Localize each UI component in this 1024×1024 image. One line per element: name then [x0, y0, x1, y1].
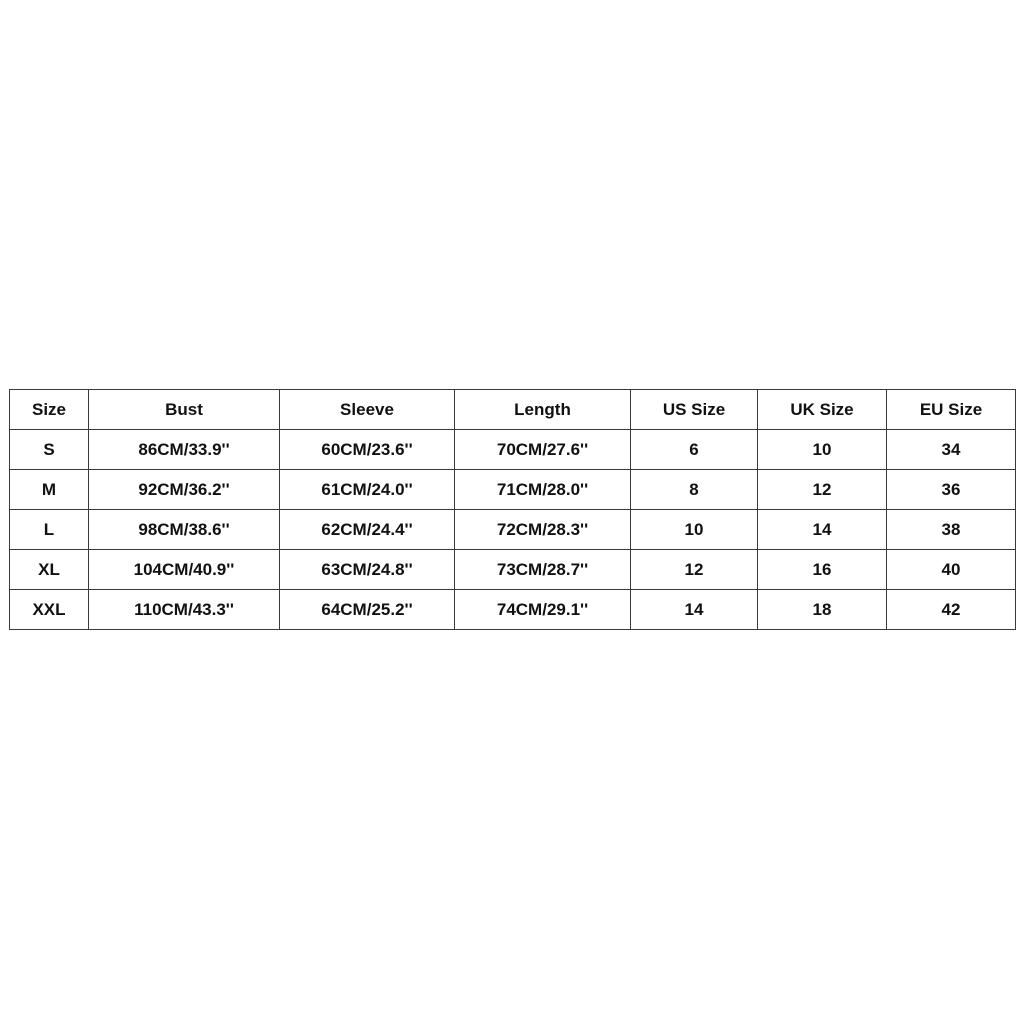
table-row	[10, 510, 1016, 550]
cell-sleeve: 63CM/24.8''	[280, 550, 455, 590]
table-row	[10, 430, 1016, 470]
cell-us-size: 6	[631, 430, 758, 470]
cell-uk-size: 12	[758, 470, 887, 510]
header-size: Size	[10, 390, 89, 430]
cell-sleeve: 62CM/24.4''	[280, 510, 455, 550]
cell-size: XXL	[10, 590, 89, 630]
cell-uk-size: 18	[758, 590, 887, 630]
cell-eu-size: 40	[887, 550, 1016, 590]
cell-bust: 92CM/36.2''	[89, 470, 280, 510]
header-eu-size: EU Size	[887, 390, 1016, 430]
cell-sleeve: 61CM/24.0''	[280, 470, 455, 510]
header-uk-size: UK Size	[758, 390, 887, 430]
cell-eu-size: 36	[887, 470, 1016, 510]
cell-us-size: 10	[631, 510, 758, 550]
header-bust: Bust	[89, 390, 280, 430]
cell-us-size: 12	[631, 550, 758, 590]
cell-us-size: 14	[631, 590, 758, 630]
cell-size: XL	[10, 550, 89, 590]
cell-length: 71CM/28.0''	[455, 470, 631, 510]
cell-uk-size: 16	[758, 550, 887, 590]
cell-bust: 86CM/33.9''	[89, 430, 280, 470]
table-row	[10, 550, 1016, 590]
cell-length: 74CM/29.1''	[455, 590, 631, 630]
cell-length: 70CM/27.6''	[455, 430, 631, 470]
cell-uk-size: 14	[758, 510, 887, 550]
header-sleeve: Sleeve	[280, 390, 455, 430]
cell-bust: 110CM/43.3''	[89, 590, 280, 630]
header-us-size: US Size	[631, 390, 758, 430]
table-row	[10, 470, 1016, 510]
cell-us-size: 8	[631, 470, 758, 510]
cell-sleeve: 60CM/23.6''	[280, 430, 455, 470]
cell-bust: 104CM/40.9''	[89, 550, 280, 590]
cell-eu-size: 34	[887, 430, 1016, 470]
cell-size: S	[10, 430, 89, 470]
cell-size: M	[10, 470, 89, 510]
cell-length: 72CM/28.3''	[455, 510, 631, 550]
cell-uk-size: 10	[758, 430, 887, 470]
cell-bust: 98CM/38.6''	[89, 510, 280, 550]
cell-eu-size: 38	[887, 510, 1016, 550]
cell-size: L	[10, 510, 89, 550]
cell-length: 73CM/28.7''	[455, 550, 631, 590]
cell-sleeve: 64CM/25.2''	[280, 590, 455, 630]
table-header-row	[10, 390, 1016, 430]
size-chart-table	[9, 389, 1016, 630]
cell-eu-size: 42	[887, 590, 1016, 630]
table-row	[10, 590, 1016, 630]
header-length: Length	[455, 390, 631, 430]
